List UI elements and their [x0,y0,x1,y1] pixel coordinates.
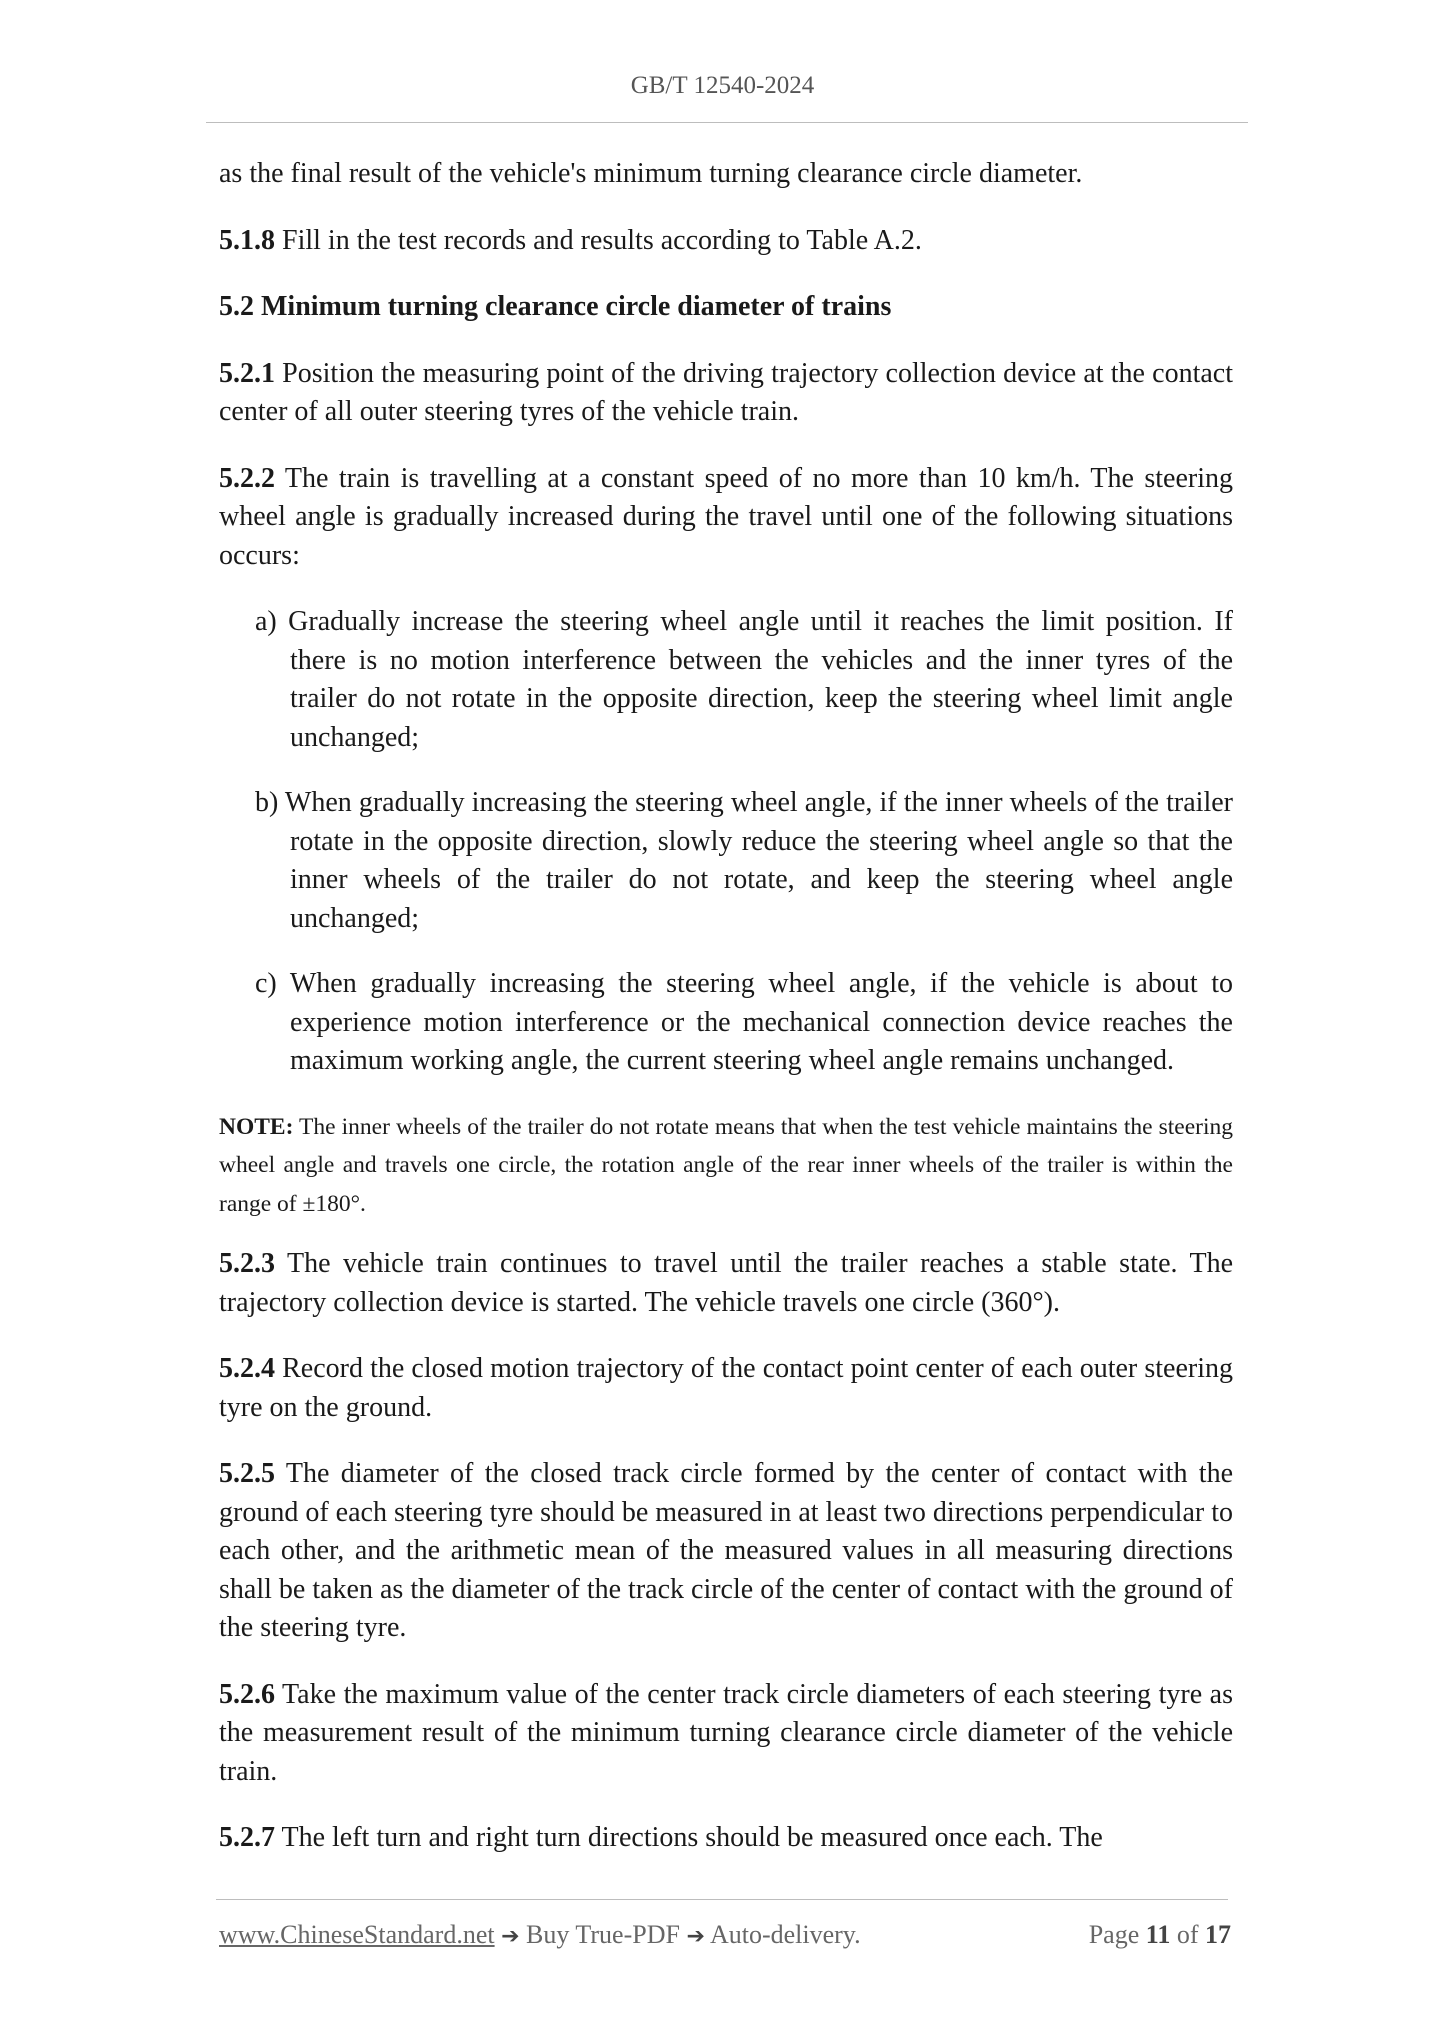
page-indicator [1089,1920,1231,1950]
footer-promo [219,1920,861,1950]
clause-5-2-4 [219,1350,1233,1427]
footer-divider [216,1899,1228,1900]
clause-text: The diameter of the closed track circle formed by the center of contact with the ground of each steering tyre should be measured in at least two directions perpendicular to each other, and the arithmetic mean of the measured values in all measuring directions shall be taken as the diameter of the track circle of the center of contact with the ground of the steering tyre. [219,1458,1233,1643]
arrow-right-icon: ➔ [686,1924,705,1949]
page-label: Page [1088,1920,1146,1949]
header-divider [206,122,1248,123]
clause-text: The vehicle train continues to travel until the trailer reaches a stable state. The trajectory collection device is started. The vehicle travels one circle (360°). [219,1248,1233,1318]
clause-5-1-8 [219,222,1233,261]
continuation-paragraph: as the final result of the vehicle's minimum turning clearance circle diameter. [219,158,1083,189]
clause-text: Fill in the test records and results according to Table A.2. [275,224,922,256]
site-link[interactable]: www.ChineseStandard.net [219,1920,495,1949]
clause-5-2-7 [219,1819,1233,1858]
clause-5-2-1 [219,355,1233,432]
clause-number: 5.2.5 [219,1458,275,1489]
buy-pdf-text: Buy True-PDF [519,1920,687,1949]
clause-text: Record the closed motion trajectory of the contact point center of each outer steering tyre on the ground. [219,1353,1233,1423]
clause-number: 5.1.8 [219,224,275,256]
note-text: The inner wheels of the trailer do not rotate means that when the test vehicle maintains the steering wheel angle and travels one circle, the rotation angle of the rear inner wheels of the trailer is within the range of ±180°. [219,1113,1233,1217]
section-heading-5-2: 5.2 Minimum turning clearance circle diameter of trains [219,291,892,322]
clause-number: 5.2.1 [219,357,275,389]
list-item-c: c) When gradually increasing the steering wheel angle, if the vehicle is about to experience motion interference or the mechanical connection device reaches the maximum working angle, the current steering wheel angle remains unchanged. [255,968,1233,1076]
clause-text: Position the measuring point of the driving trajectory collection device at the contact center of all outer steering tyres of the vehicle train. [219,357,1233,427]
list-item-a: a) Gradually increase the steering wheel angle until it reaches the limit position. If there is no motion interference between the vehicles and the inner tyres of the trailer do not rotate in the opposite direction, keep the steering wheel limit angle unchanged; [255,606,1233,753]
arrow-right-icon: ➔ [501,1924,520,1949]
clause-number: 5.2.4 [219,1353,275,1384]
clause-number: 5.2.7 [219,1822,275,1853]
document-id-header: GB/T 12540-2024 [630,72,815,99]
clause-number: 5.2.3 [219,1248,275,1279]
of-label: of [1170,1920,1205,1949]
clause-5-2-5 [219,1455,1233,1648]
total-page-number: 17 [1205,1920,1231,1949]
note-paragraph [219,1108,1233,1224]
clause-text: The train is travelling at a constant speed of no more than 10 km/h. The steering wheel angle is gradually increased during the travel until one of the following situations occurs: [219,462,1233,571]
clause-text: The left turn and right turn directions should be measured once each. The [275,1822,1103,1853]
clause-text: Take the maximum value of the center track circle diameters of each steering tyre as the measurement result of the minimum turning clearance circle diameter of the vehicle train. [219,1678,1233,1787]
auto-delivery-text: Auto-delivery. [704,1920,861,1949]
clause-5-2-3 [219,1245,1233,1322]
page-content [219,155,1233,1886]
list-item-b: b) When gradually increasing the steering wheel angle, if the inner wheels of the trailer rotate in the opposite direction, slowly reduce the steering wheel angle so that the inner wheels of the trailer do not rotate, and keep the steering wheel angle unchanged; [255,787,1233,934]
note-label: NOTE: [219,1113,294,1140]
clause-5-2-2 [219,460,1233,576]
current-page-number: 11 [1145,1920,1171,1949]
clause-number: 5.2.2 [219,462,275,494]
clause-5-2-6 [219,1676,1233,1792]
clause-number: 5.2.6 [219,1678,275,1710]
